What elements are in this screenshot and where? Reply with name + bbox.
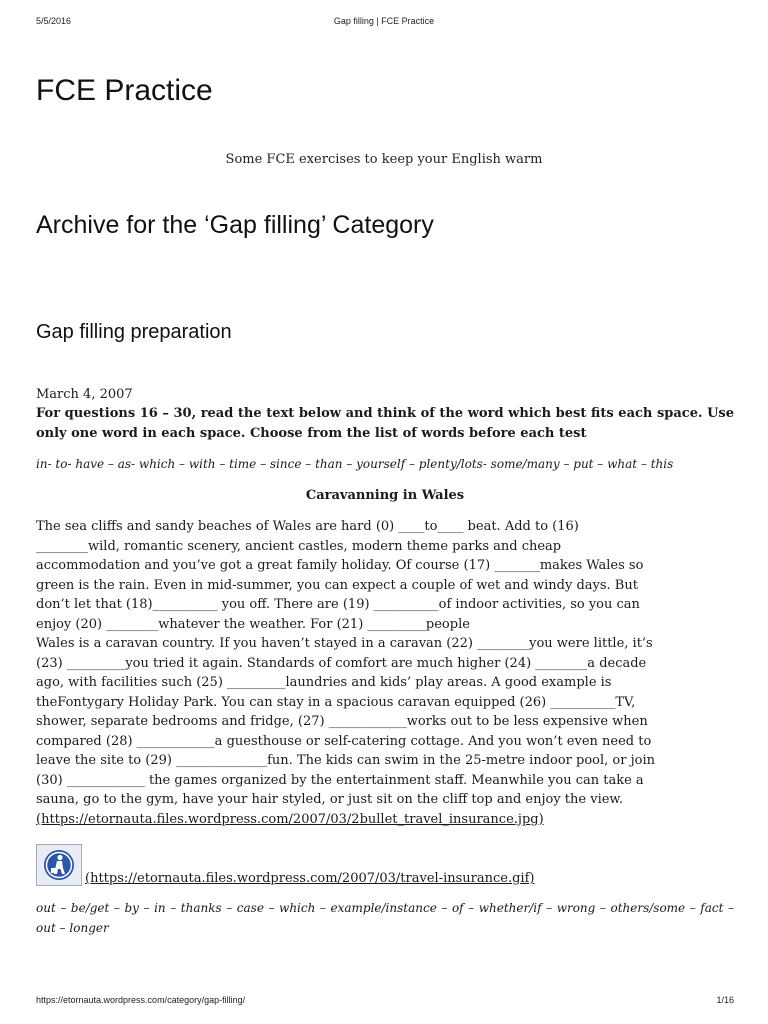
- image-row: [36, 844, 734, 886]
- print-footer-url: https://etornauta.wordpress.com/category/gap-filling/: [36, 995, 246, 1005]
- person-on-blue-sign-icon[interactable]: [36, 844, 82, 886]
- story-line: The sea cliffs and sandy beaches of Wales are hard (0) ____to____ beat. Add to (16): [36, 519, 579, 534]
- image-link-gif[interactable]: (https://etornauta.files.wordpress.com/2007/03/travel-insurance.gif): [85, 871, 535, 886]
- story-line: green is the rain. Even in mid-summer, you can expect a couple of wet and windy days. But: [36, 577, 638, 593]
- story-line: enjoy (20) ________whatever the weather. For (21) _________people: [36, 616, 470, 632]
- story-line: accommodation and you’ve got a great family holiday. Of course (17) _______makes Wales so: [36, 558, 644, 573]
- story-line: ago, with facilities such (25) _________laundries and kids’ play areas. A good example is: [36, 675, 612, 690]
- image-link-jpg[interactable]: (https://etornauta.files.wordpress.com/2007/03/2bullet_travel_insurance.jpg): [36, 811, 544, 827]
- story-line: theFontygary Holiday Park. You can stay in a spacious caravan equipped (26) __________TV,: [36, 694, 636, 710]
- story-line: Wales is a caravan country. If you haven’t stayed in a caravan (22) ________you were little, it’s: [36, 636, 653, 651]
- story-line: shower, separate bedrooms and fridge, (27) ____________works out to be less expensive when: [36, 714, 648, 729]
- story-line: sauna, go to the gym, have your hair styled, or just sit on the cliff top and enjoy the view.: [36, 792, 624, 807]
- post-instructions: For questions 16 – 30, read the text below and think of the word which best fits each space. Use only one word in each space. Choose from the list of words before each test: [36, 406, 734, 441]
- story-line: don’t let that (18)__________ you off. There are (19) __________of indoor activities, so you can: [36, 597, 640, 612]
- print-header-date: 5/5/2016: [36, 16, 72, 26]
- post-title[interactable]: Gap filling preparation: [36, 321, 232, 343]
- story-line: (23) _________you tried it again. Standards of comfort are much higher (24) ________a decade: [36, 655, 647, 671]
- post-content: [36, 385, 734, 938]
- story-line: (30) ____________ the games organized by the entertainment staff. Meanwhile you can take a: [36, 772, 644, 788]
- archive-title: Archive for the ‘Gap filling’ Category: [36, 211, 434, 239]
- site-tagline: Some FCE exercises to keep your English warm: [225, 152, 543, 167]
- word-list: in- to- have – as- which – with – time – since – than – yourself – plenty/lots- some/many – put – what – this: [36, 457, 674, 471]
- site-title[interactable]: FCE Practice: [36, 74, 213, 107]
- word-list-2: out – be/get – by – in – thanks – case – which – example/instance – of – whether/if – wrong – others/some – fact – out – longer: [36, 901, 734, 935]
- story-line: ________wild, romantic scenery, ancient castles, modern theme parks and cheap: [36, 538, 562, 554]
- print-header-title: Gap filling | FCE Practice: [333, 16, 435, 26]
- story-text: [36, 517, 734, 829]
- story-line: leave the site to (29) ______________fun. The kids can swim in the 25-metre indoor pool, or join: [36, 753, 655, 768]
- story-line: compared (28) ____________a guesthouse or self-catering cottage. And you won’t even need to: [36, 733, 652, 749]
- print-footer-page: 1/16: [716, 995, 734, 1005]
- post-date: March 4, 2007: [36, 387, 133, 402]
- story-title: Caravanning in Wales: [305, 488, 465, 503]
